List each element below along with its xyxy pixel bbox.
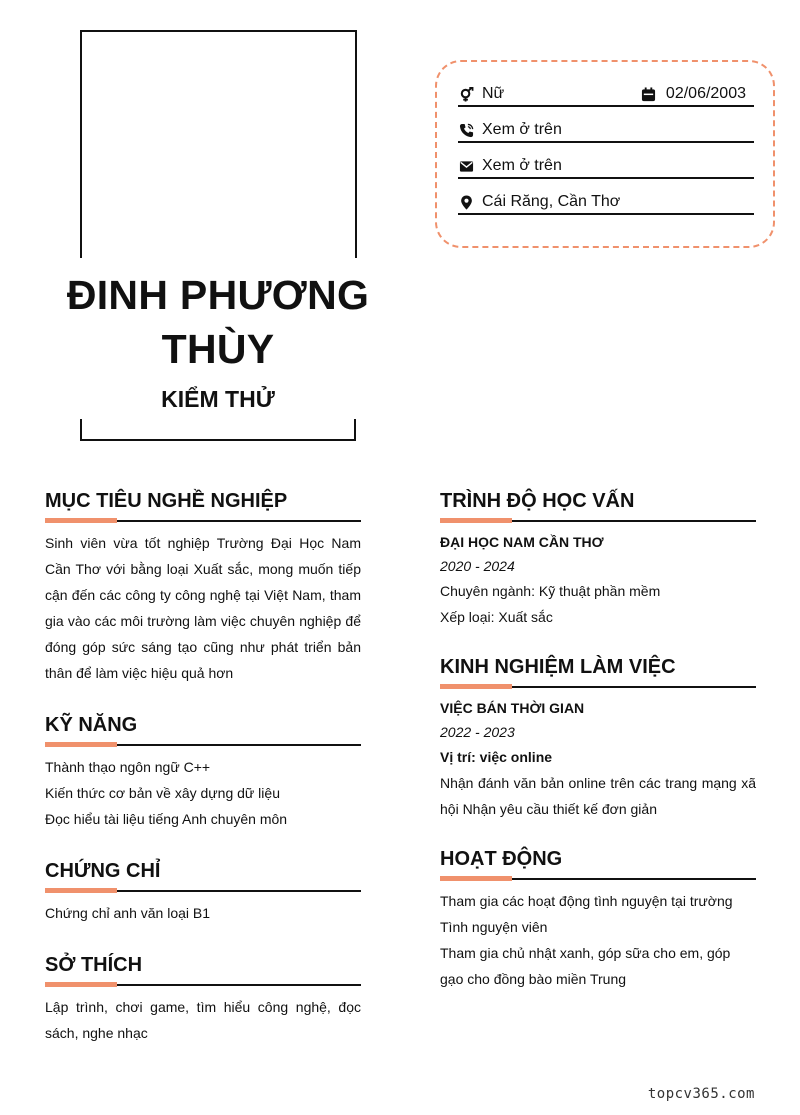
contact-row-gender — [458, 83, 754, 107]
certificates-list — [45, 900, 361, 926]
photo-frame — [80, 30, 357, 258]
email-value: Xem ở trên — [482, 157, 562, 174]
education-entry — [440, 530, 756, 630]
skill-item: Kiến thức cơ bản về xây dựng dữ liệu — [45, 785, 280, 801]
section-hobbies — [45, 953, 361, 1046]
contact-row-address — [458, 191, 754, 215]
section-certificates — [45, 859, 361, 926]
contact-row-email — [458, 155, 754, 179]
section-rule — [440, 518, 756, 524]
section-experience — [440, 655, 756, 822]
name-frame-bottom — [80, 419, 356, 441]
section-title: SỞ THÍCH — [45, 954, 143, 976]
hobbies-text: Lập trình, chơi game, tìm hiểu công nghệ, đọc sách, nghe nhạc — [45, 999, 361, 1041]
section-title: MỤC TIÊU NGHỀ NGHIỆP — [45, 490, 288, 512]
skills-list — [45, 754, 361, 832]
section-rule — [45, 742, 361, 748]
phone-icon — [458, 122, 474, 138]
certificate-item: Chứng chỉ anh văn loại B1 — [45, 905, 211, 921]
gender-value: Nữ — [482, 85, 505, 102]
candidate-name: ĐINH PHƯƠNG THÙY — [66, 272, 370, 372]
dob-group — [641, 84, 746, 104]
objective-text: Sinh viên vừa tốt nghiệp Trường Đại Học Nam Cần Thơ với bằng loại Xuất sắc, mong muốn tiếp cận đến các công ty công nghệ tại Việt Nam, tham gia vào các môi trường làm việc chuyên nghiệp để đóng góp sức sáng tạo cũng như phát triển bản thân để làm việc hiệu quả hơn — [45, 535, 361, 681]
job-title: KIỂM THỬ — [161, 386, 275, 412]
school-name: ĐẠI HỌC NAM CẦN THƠ — [440, 534, 604, 550]
section-title: HOẠT ĐỘNG — [440, 848, 563, 870]
activity-item: Tham gia các hoạt động tình nguyện tại trường — [440, 893, 733, 909]
education-period: 2020 - 2024 — [440, 558, 515, 574]
activity-item: Tình nguyện viên — [440, 919, 548, 935]
section-education — [440, 489, 756, 630]
section-rule — [45, 982, 361, 988]
envelope-icon — [458, 158, 474, 174]
section-skills — [45, 713, 361, 832]
section-title: CHỨNG CHỈ — [45, 860, 161, 882]
contact-box — [435, 60, 775, 248]
experience-description: Nhận đánh văn bản online trên các trang mạng xã hội Nhận yêu cầu thiết kế đơn giản — [440, 775, 756, 817]
section-title: KINH NGHIỆM LÀM VIỆC — [440, 656, 676, 678]
dob-value: 02/06/2003 — [665, 85, 746, 102]
experience-position: Vị trí: việc online — [440, 749, 553, 765]
calendar-icon — [641, 86, 657, 102]
experience-entry — [440, 696, 756, 822]
skill-item: Đọc hiểu tài liệu tiếng Anh chuyên môn — [45, 811, 288, 827]
section-rule — [440, 684, 756, 690]
activity-item: Tham gia chủ nhật xanh, góp sữa cho em, góp gạo cho đồng bào miền Trung — [440, 945, 731, 987]
contact-row-phone — [458, 119, 754, 143]
address-value: Cái Răng, Cần Thơ — [482, 193, 621, 210]
section-rule — [440, 876, 756, 882]
phone-value: Xem ở trên — [482, 121, 562, 138]
section-title: KỸ NĂNG — [45, 714, 138, 736]
section-rule — [45, 888, 361, 894]
section-objective — [45, 489, 361, 686]
section-activities — [440, 847, 756, 992]
company-name: VIỆC BÁN THỜI GIAN — [440, 700, 585, 716]
experience-period: 2022 - 2023 — [440, 724, 515, 740]
skill-item: Thành thạo ngôn ngữ C++ — [45, 759, 211, 775]
education-grade: Xếp loại: Xuất sắc — [440, 609, 553, 625]
map-pin-icon — [458, 194, 474, 210]
education-major: Chuyên ngành: Kỹ thuật phần mềm — [440, 583, 661, 599]
watermark: topcv365.com — [647, 1086, 755, 1102]
section-rule — [45, 518, 361, 524]
activities-list — [440, 888, 756, 992]
venus-mars-icon — [458, 86, 474, 102]
section-title: TRÌNH ĐỘ HỌC VẤN — [440, 490, 635, 512]
